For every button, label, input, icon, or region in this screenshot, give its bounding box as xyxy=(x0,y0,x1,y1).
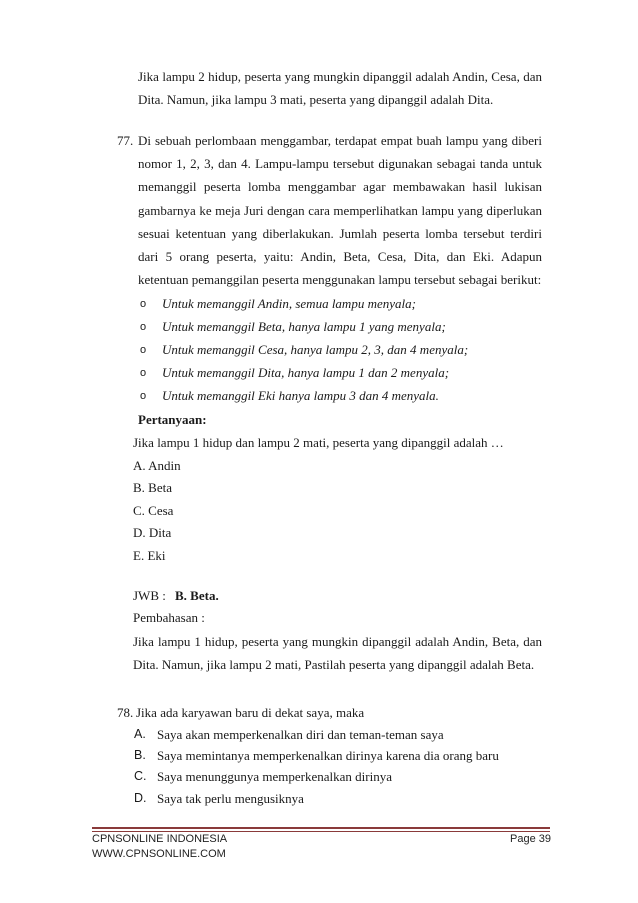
bullet-icon: o xyxy=(140,320,147,333)
question-line: dari 5 orang peserta, yaitu: Andin, Beta, Cesa, Dita, dan Eki. Adapun xyxy=(138,248,542,264)
rule-item: Untuk memanggil Beta, hanya lampu 1 yang menyala; xyxy=(162,319,446,335)
question-line: memanggil peserta lomba menggambar agar membawakan hasil lukisan xyxy=(138,179,542,195)
page-number: Page 39 xyxy=(510,833,551,845)
answer-option: D. Dita xyxy=(133,525,172,541)
answer-value: B. Beta. xyxy=(175,588,219,604)
bullet-icon: o xyxy=(140,297,147,310)
question-line: gambarnya ke meja Juri dengan cara memperlihatkan lampu yang diperlukan xyxy=(138,202,542,218)
question-number: 77. xyxy=(117,133,134,149)
explanation-heading: Pembahasan : xyxy=(133,610,205,626)
footer-website: WWW.CPNSONLINE.COM xyxy=(92,848,226,860)
answer-option: Saya tak perlu mengusiknya xyxy=(157,790,304,806)
footer-org: CPNSONLINE INDONESIA xyxy=(92,833,228,845)
option-letter: A. xyxy=(134,726,146,741)
option-letter: C. xyxy=(134,769,147,784)
explanation-line: Jika lampu 1 hidup, peserta yang mungkin dipanggil adalah Andin, Beta, dan xyxy=(133,634,542,650)
answer-label: JWB : xyxy=(133,588,166,604)
answer-option: C. Cesa xyxy=(133,503,174,519)
answer-option: Saya menunggunya memperkenalkan dirinya xyxy=(157,769,393,785)
answer-option: Saya akan memperkenalkan diri dan teman-teman saya xyxy=(157,726,444,742)
footer-rule xyxy=(92,831,550,832)
bullet-icon: o xyxy=(140,343,147,356)
rule-item: Untuk memanggil Dita, hanya lampu 1 dan 2 menyala; xyxy=(162,365,450,381)
question-line: sesuai ketentuan yang diberlakukan. Jumlah peserta lomba tersebut terdiri xyxy=(138,225,542,241)
question-number: 78. xyxy=(117,704,134,720)
option-letter: D. xyxy=(134,790,147,805)
answer-option: B. Beta xyxy=(133,479,172,495)
question-text: Jika ada karyawan baru di dekat saya, maka xyxy=(136,704,365,720)
rule-item: Untuk memanggil Eki hanya lampu 3 dan 4 menyala. xyxy=(162,388,439,404)
question-line: nomor 1, 2, 3, dan 4. Lampu-lampu tersebut digunakan sebagai tanda untuk xyxy=(138,156,542,172)
rule-item: Untuk memanggil Cesa, hanya lampu 2, 3, dan 4 menyala; xyxy=(162,342,469,358)
answer-option: A. Andin xyxy=(133,457,181,473)
option-letter: B. xyxy=(134,748,146,763)
explanation-line: Dita. Namun, jika lampu 2 mati, Pastilah peserta yang dipanggil adalah Beta. xyxy=(133,657,535,673)
question-line: ketentuan pemanggilan peserta menggunakan lampu tersebut sebagai berikut: xyxy=(138,271,542,287)
question-text: Jika lampu 1 hidup dan lampu 2 mati, peserta yang dipanggil adalah … xyxy=(133,434,504,450)
answer-option: Saya memintanya memperkenalkan dirinya karena dia orang baru xyxy=(157,748,499,764)
top-paragraph-line: Jika lampu 2 hidup, peserta yang mungkin dipanggil adalah Andin, Cesa, dan xyxy=(138,69,542,85)
bullet-icon: o xyxy=(140,390,147,403)
rule-item: Untuk memanggil Andin, semua lampu menyala; xyxy=(162,295,416,311)
answer-option: E. Eki xyxy=(133,548,166,564)
footer-rule xyxy=(92,827,550,829)
top-paragraph-line: Dita. Namun, jika lampu 3 mati, peserta yang dipanggil adalah Dita. xyxy=(138,92,494,108)
bullet-icon: o xyxy=(140,367,147,380)
question-line: Di sebuah perlombaan menggambar, terdapat empat buah lampu yang diberi xyxy=(138,133,542,149)
question-heading: Pertanyaan: xyxy=(138,412,207,428)
